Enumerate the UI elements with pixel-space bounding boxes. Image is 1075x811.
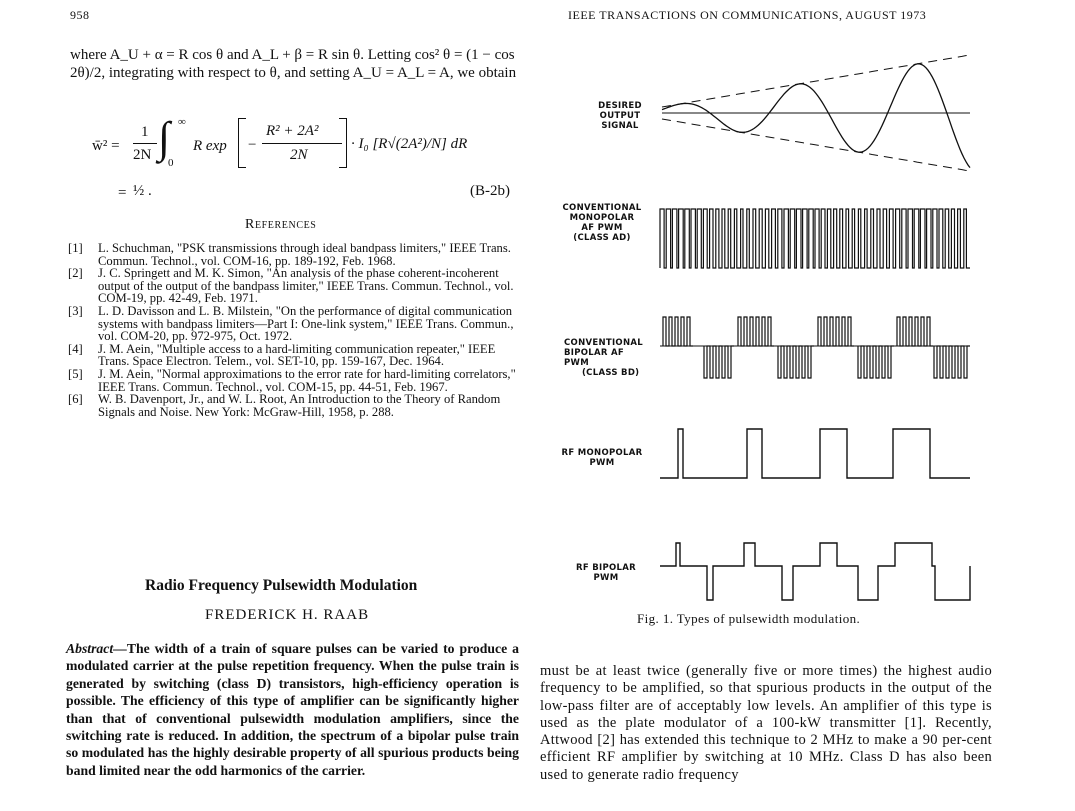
abstract-lead: Abstract— <box>66 641 127 656</box>
equation-frac1-num: 1 <box>141 124 149 140</box>
rf-bipolar-pwm-waveform <box>660 543 970 600</box>
equation-label: (B-2b) <box>470 183 510 199</box>
reference-item: [6] W. B. Davenport, Jr., and W. L. Root, An Introduction to the Theory of Random Signals and Noise. New York: McGraw-Hill, 1958, p. 288. <box>68 392 501 419</box>
integral-upper: ∞ <box>178 116 186 128</box>
journal-header: IEEE TRANSACTIONS ON COMMUNICATIONS, AUGUST 1973 <box>568 8 927 22</box>
reference-item: [5] J. M. Aein, "Normal approximations to the error rate for hard-limiting correlators," IEEE Trans. Commun. Technol., vol. COM-15, pp. 44-51, Feb. 1967. <box>68 366 516 394</box>
rf-monopolar-pwm-waveform <box>660 429 970 478</box>
article-author: FREDERICK H. RAAB <box>205 607 370 623</box>
reference-item: [4] J. M. Aein, "Multiple access to a hard-limiting communication repeater," IEEE Trans. Space Electron. Telem., vol. SET-10, pp. 159-167, Dec. 1964. <box>68 341 496 369</box>
label-rf-bipolar: RF BIPOLAR PWM <box>576 563 636 583</box>
references-heading: References <box>245 217 317 232</box>
reference-item: [2] J. C. Springett and M. K. Simon, "An analysis of the phase coherent-incoherent output of the output of the bandpass limiter," IEEE Trans. Commun. Technol., vol. COM-19, pp. 42-49, Feb. 1971. <box>68 266 514 306</box>
intro-paragraph: where A_U + α = R cos θ and A_L + β = R sin θ. Letting cos² θ = (1 − cos 2θ)/2, integrating with respect to θ, and setting A_U = A_L = A, we obtain <box>70 47 517 81</box>
label-conv-monopolar: CONVENTIONAL MONOPOLAR AF PWM (CLASS AD) <box>562 203 642 243</box>
abstract-body: The width of a train of square pulses can be varied to produce a modulated carrier at the pulse repetition frequency. When the pulse train is generated by switching (class D) transistors, high-efficiency operation is possible. The efficiency of this type of amplifier can be significantly higher than that of conventional pulsewidth modulation amplifiers, since the switching rate is reduced. In addition, the spectrum of a bipolar pulse train so modulated has the highly desirable property of all spurious products being band limited near the odd harmonics of the carrier. <box>66 641 519 778</box>
equation-frac1-den: 2N <box>133 147 152 163</box>
inner-frac-num: R² + 2A² <box>266 123 319 139</box>
label-rf-monopolar: RF MONOPOLAR PWM <box>561 448 643 468</box>
figure-caption: Fig. 1. Types of pulsewidth modulation. <box>637 611 861 626</box>
equation-tail: · I₀ [R√(2A²)/N] dR <box>351 136 468 152</box>
minus-sign: − <box>248 137 257 153</box>
equation-lhs: w̄² = <box>92 138 120 154</box>
equation-integrand: R exp <box>193 138 227 154</box>
reference-item: [3] L. D. Davisson and L. B. Milstein, "On the performance of digital communication systems with bandpass limiters—Part I: One-link system," IEEE Trans. Commun., vol. COM-20, pp. 972-975, Oct. 1972. <box>68 303 514 344</box>
desired-output-signal <box>662 55 970 170</box>
conventional-monopolar-pwm-waveform <box>660 209 970 268</box>
equation-second-rhs: ½ . <box>133 183 152 199</box>
integral-sign: ∫ <box>158 113 171 162</box>
article-title: Radio Frequency Pulsewidth Modulation <box>145 577 418 594</box>
label-conv-bipolar: CONVENTIONAL BIPOLAR AF PWM (CLASS BD) <box>564 338 643 378</box>
reference-item: [1] L. Schuchman, "PSK transmissions through ideal bandpass limiters," IEEE Trans. Commun. Technol., vol. COM-16, pp. 189-192, Feb. 1968. <box>68 241 511 268</box>
equation-second-lhs: = <box>118 185 127 201</box>
page-number: 958 <box>70 8 90 22</box>
inner-frac-den: 2N <box>290 147 308 163</box>
right-column-text: must be at least twice (generally five or more times) the highest audio frequency to be amplified, so that spurious products in the output of the low-pass filter are of acceptably low levels. An amplifier of this type is used as the plate modulator of a 100-kW transmitter [1]. Recently, Attwood [2] has extended this technique to 2 MHz to make a 90 per-cent efficient RF amplifier by switching at 10 MHz. Class D has also been used to generate radio frequency <box>540 663 992 783</box>
label-desired-output: DESIRED OUTPUT SIGNAL <box>598 101 642 131</box>
integral-lower: 0 <box>168 157 174 169</box>
conventional-bipolar-pwm-waveform <box>660 317 970 378</box>
